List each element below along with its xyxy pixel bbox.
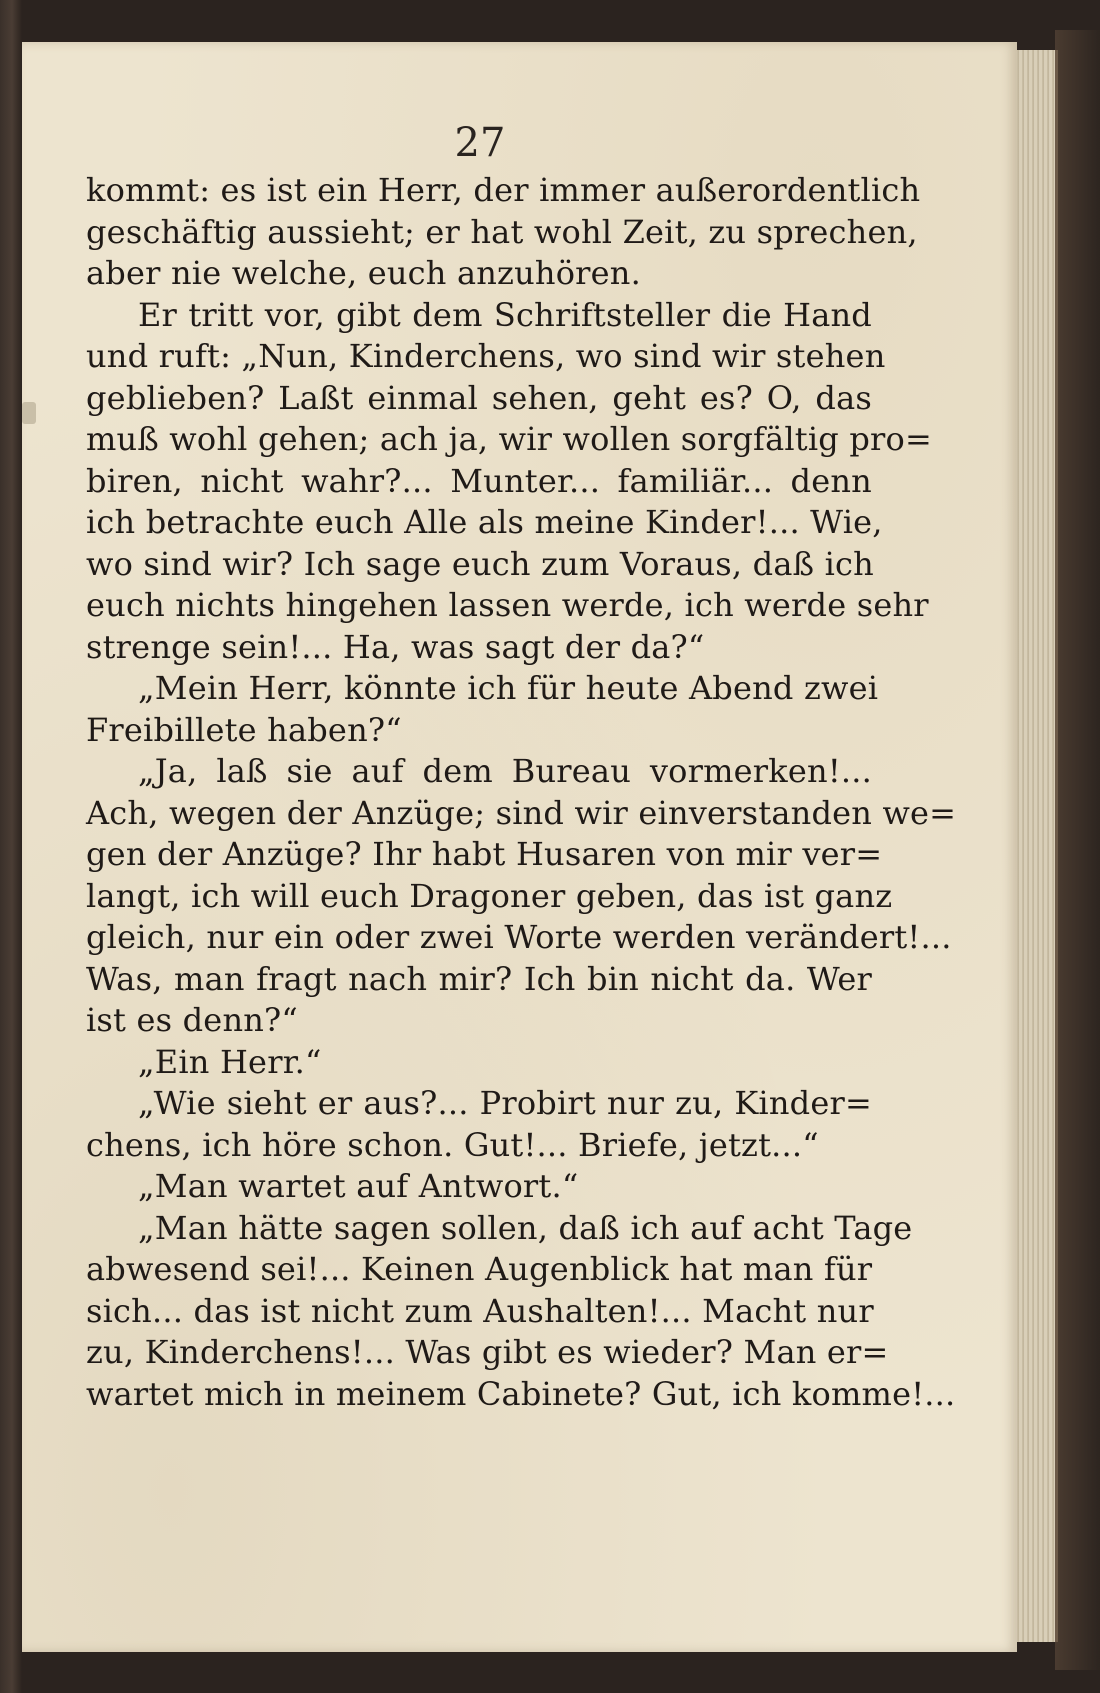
text-line: langt, ich will euch Dragoner geben, das ist ganz: [86, 876, 893, 915]
text-line: „Wie sieht er aus?... Probirt nur zu, Kinder=: [138, 1084, 872, 1122]
text-line: chens, ich höre schon. Gut!... Briefe, jetzt...“: [86, 1125, 819, 1164]
text-line: strenge sein!... Ha, was sagt der da?“: [86, 627, 705, 666]
page-body-text: [86, 170, 957, 1415]
text-line: gen der Anzüge? Ihr habt Husaren von mir ver=: [86, 835, 883, 873]
book-cover-edge: [1055, 30, 1100, 1670]
text-line: „Ein Herr.“: [138, 1042, 322, 1081]
text-line: „Man wartet auf Antwort.“: [138, 1167, 579, 1205]
text-line: Freibillete haben?“: [86, 710, 402, 749]
text-line: euch nichts hingehen lassen werde, ich werde sehr: [86, 586, 929, 624]
text-line: zu, Kinderchens!... Was gibt es wieder? Man er=: [86, 1333, 889, 1371]
binding-mark: [22, 402, 36, 424]
text-line: wo sind wir? Ich sage euch zum Voraus, daß ich: [86, 544, 874, 583]
text-line: „Man hätte sagen sollen, daß ich auf acht Tage: [138, 1208, 913, 1247]
text-line: Was, man fragt nach mir? Ich bin nicht da. Wer: [86, 959, 872, 998]
text-line: sich... das ist nicht zum Aushalten!... Macht nur: [86, 1291, 874, 1330]
text-line: „Ja, laß sie auf dem Bureau vormerken!...: [138, 752, 872, 790]
text-line: Er tritt vor, gibt dem Schriftsteller die Hand: [138, 295, 872, 334]
text-line: kommt: es ist ein Herr, der immer außerordentlich: [86, 171, 921, 209]
text-line: geschäftig aussieht; er hat wohl Zeit, zu sprechen,: [86, 212, 918, 251]
text-line: Ach, wegen der Anzüge; sind wir einverstanden we=: [86, 793, 957, 832]
page-number: 27: [454, 120, 506, 166]
text-line: aber nie welche, euch anzuhören.: [86, 254, 641, 292]
text-line: „Mein Herr, könnte ich für heute Abend zwei: [138, 669, 879, 707]
text-line: gleich, nur ein oder zwei Worte werden verändert!...: [86, 918, 952, 956]
text-line: ist es denn?“: [86, 1001, 298, 1039]
text-line: geblieben? Laßt einmal sehen, geht es? O, das: [86, 378, 872, 417]
text-line: wartet mich in meinem Cabinete? Gut, ich komme!...: [86, 1374, 956, 1413]
text-line: biren, nicht wahr?... Munter... familiär... denn: [86, 461, 872, 500]
text-line: und ruft: „Nun, Kinderchens, wo sind wir stehen: [86, 337, 886, 375]
text-line: ich betrachte euch Alle als meine Kinder!... Wie,: [86, 503, 883, 541]
text-line: muß wohl gehen; ach ja, wir wollen sorgfältig pro=: [86, 420, 932, 458]
text-line: abwesend sei!... Keinen Augenblick hat man für: [86, 1250, 873, 1288]
